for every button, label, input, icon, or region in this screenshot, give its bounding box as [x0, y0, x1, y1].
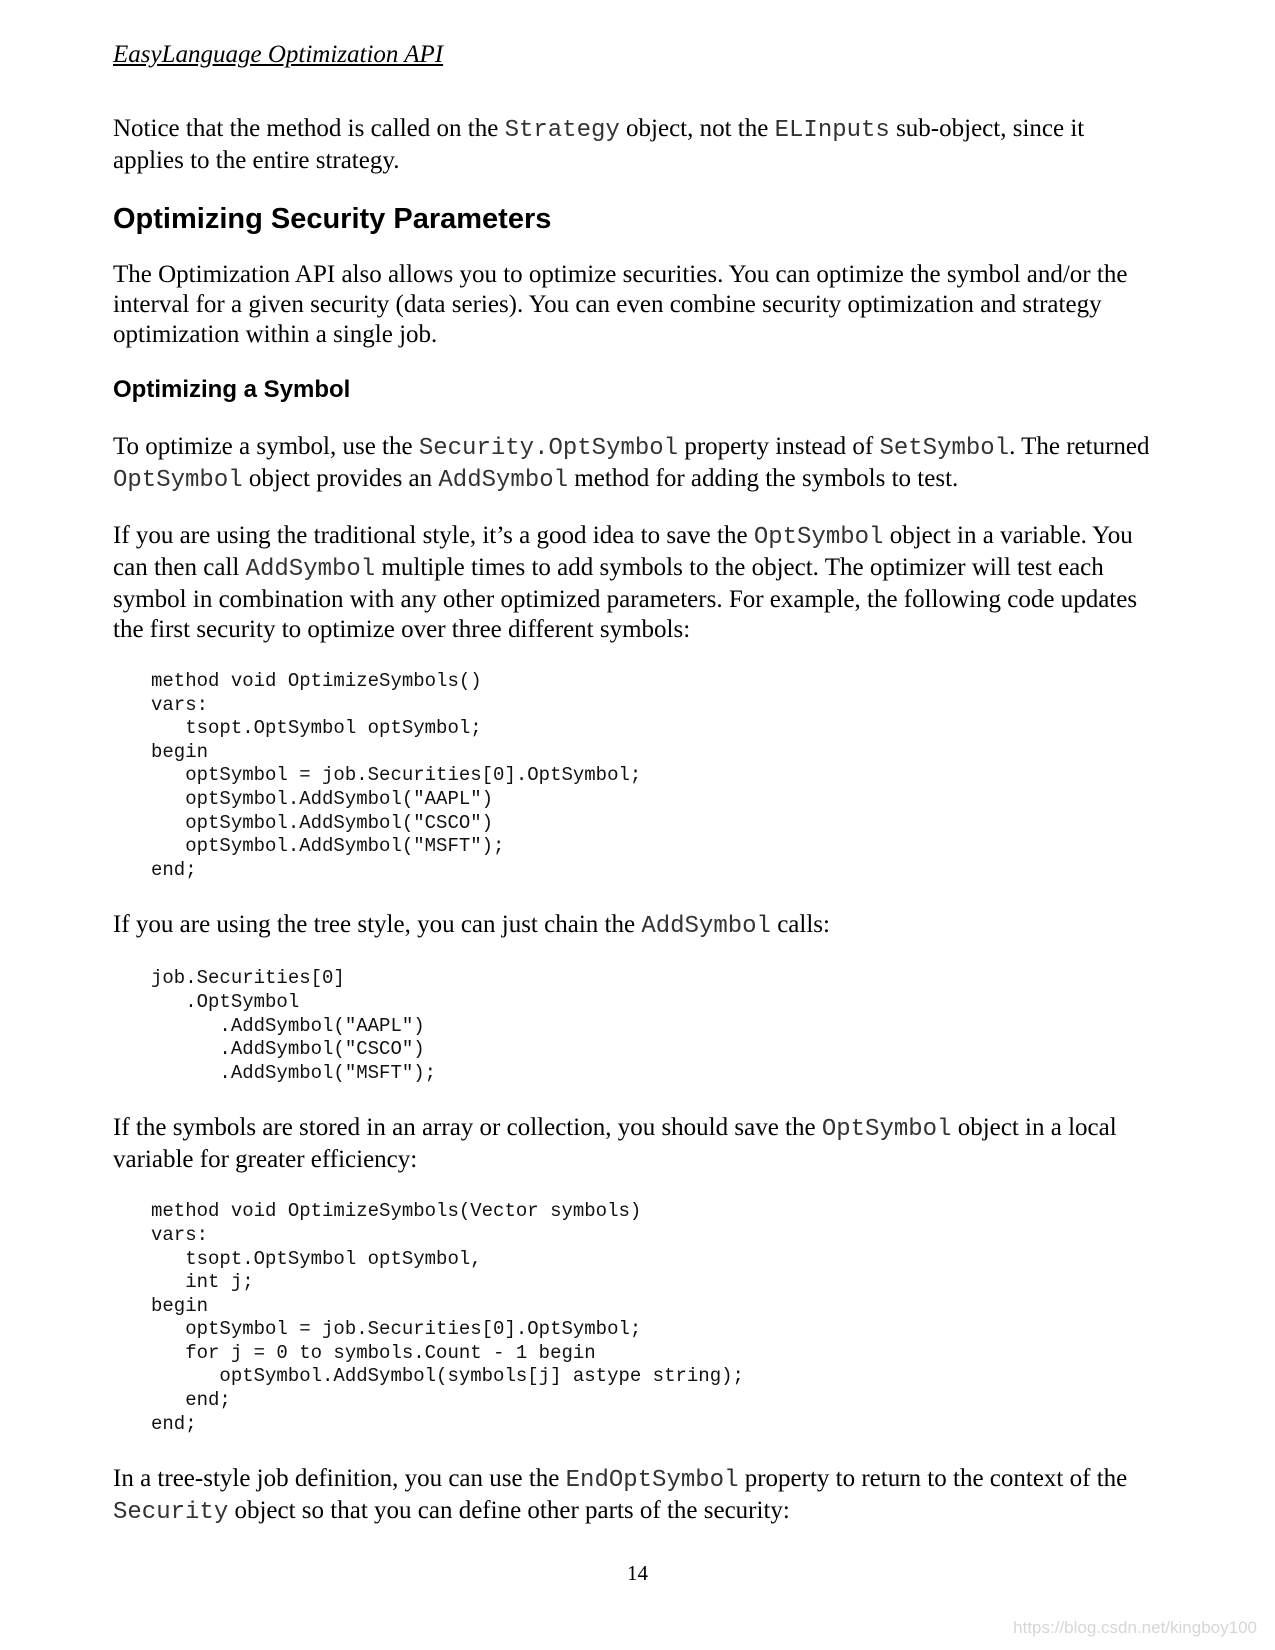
inline-code-security-optsymbol: Security.OptSymbol — [418, 435, 679, 462]
paragraph-strategy-note: Notice that the method is called on the Strategy object, not the ELInputs sub-object, since it applies to the entire strategy. — [113, 115, 1085, 174]
page-number: 14 — [627, 1561, 648, 1585]
code-block-tree: job.Securities[0] .OptSymbol .AddSymbol("AAPL") .AddSymbol("CSCO") .AddSymbol("MSFT"); — [151, 967, 437, 1084]
paragraph-traditional-style: If you are using the traditional style, it’s a good idea to save the OptSymbol object in a variable. You can then call AddSymbol multiple times to add symbols to the object. The optimizer will test each symbol in combination with any other optimized parameters. For example, the following code updates the first security to optimize over three different symbols: — [113, 522, 1138, 643]
inline-code-optsymbol: OptSymbol — [753, 524, 884, 551]
inline-code-addsymbol: AddSymbol — [438, 467, 569, 494]
paragraph-intro: The Optimization API also allows you to optimize securities. You can optimize the symbol and/or the interval for a given security (data series). You can even combine security optimization and strategy optimization within a single job. — [113, 261, 1128, 348]
inline-code-security: Security — [113, 1499, 229, 1527]
inline-code-strategy: Strategy — [504, 117, 620, 144]
inline-code-addsymbol: AddSymbol — [245, 556, 376, 583]
document-page — [113, 40, 1153, 1553]
paragraph-optsymbol-property: To optimize a symbol, use the Security.OptSymbol property instead of SetSymbol. The returned OptSymbol object provides an AddSymbol method for adding the symbols to test. — [113, 433, 1150, 494]
paragraph-endoptsymbol: In a tree-style job definition, you can use the EndOptSymbol property to return to the context of the Security object so that you can define other parts of the security: — [113, 1465, 1128, 1527]
subsection-heading: Optimizing a Symbol — [113, 376, 351, 403]
inline-code-endoptsymbol: EndOptSymbol — [565, 1467, 739, 1495]
paragraph-array-symbols: If the symbols are stored in an array or collection, you should save the OptSymbol object in a local variable for greater efficiency: — [113, 1114, 1117, 1174]
code-block-traditional: method void OptimizeSymbols() vars: tsopt.OptSymbol optSymbol; begin optSymbol = job.Securities[0].OptSymbol; optSymbol.AddSymbol("AAPL") optSymbol.AddSymbol("CSCO") optSymbol.AddSymbol("MSFT"); end; — [151, 670, 642, 881]
inline-code-setsymbol: SetSymbol — [879, 435, 1010, 462]
inline-code-elinputs: ELInputs — [774, 117, 890, 144]
watermark-url: https://blog.csdn.net/kingboy100 — [1013, 1618, 1257, 1637]
inline-code-optsymbol: OptSymbol — [113, 467, 243, 494]
inline-code-optsymbol: OptSymbol — [821, 1116, 952, 1144]
running-header: EasyLanguage Optimization API — [113, 41, 444, 68]
code-block-vector: method void OptimizeSymbols(Vector symbols) vars: tsopt.OptSymbol optSymbol, int j; begin optSymbol = job.Securities[0].OptSymbol; for j = 0 to symbols.Count - 1 begin optSymbol.AddSymbol(symbols[j] astype string); end; end; — [151, 1200, 744, 1435]
paragraph-tree-style: If you are using the tree style, you can just chain the AddSymbol calls: — [113, 911, 830, 941]
inline-code-addsymbol: AddSymbol — [641, 913, 771, 941]
section-heading: Optimizing Security Parameters — [113, 203, 552, 235]
